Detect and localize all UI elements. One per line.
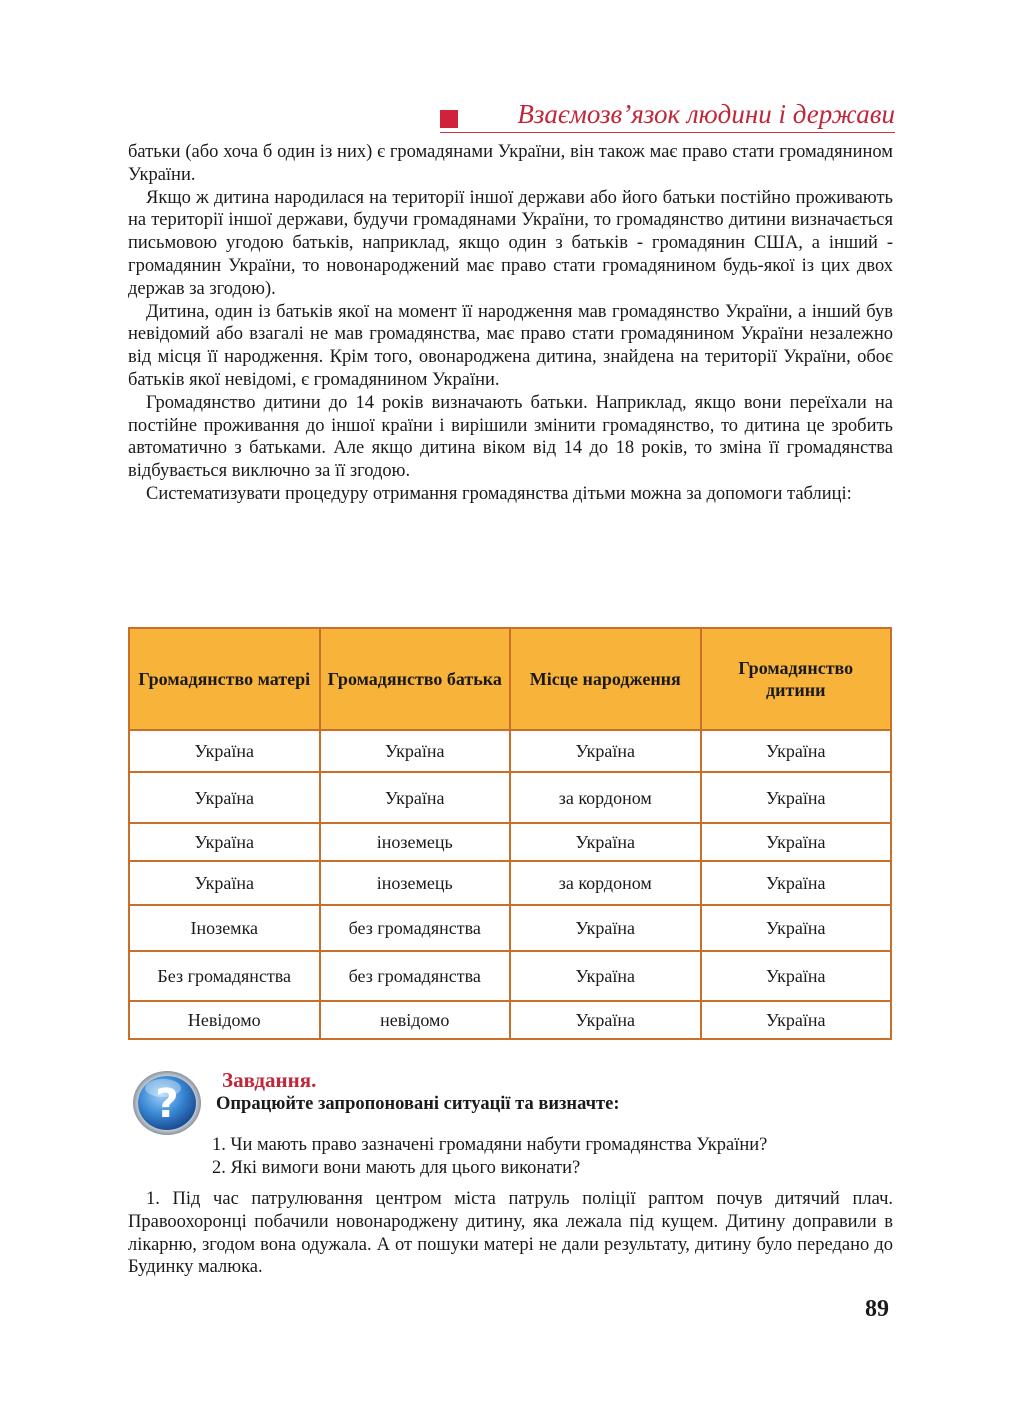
svg-text:?: ? — [155, 1081, 179, 1127]
table-cell: Україна — [320, 772, 511, 823]
situation-text — [128, 1188, 893, 1279]
table-cell: Україна — [510, 905, 701, 951]
table-cell: за кордоном — [510, 861, 701, 905]
table-cell: іноземець — [320, 823, 511, 861]
paragraph: Систематизувати процедуру отримання громадянства дітьми можна за допомоги таблиці: — [146, 483, 852, 504]
table-cell: іноземець — [320, 861, 511, 905]
table-cell: Україна — [129, 772, 320, 823]
table-cell: невідомо — [320, 1001, 511, 1039]
table-cell: без громадянства — [320, 905, 511, 951]
table-cell: Україна — [701, 951, 892, 1001]
table-cell: без громадянства — [320, 951, 511, 1001]
table-cell: Україна — [701, 772, 892, 823]
section-title: Взаємозв’язок людини і держави — [517, 99, 895, 129]
table-cell: Україна — [701, 861, 892, 905]
table-cell: Україна — [701, 823, 892, 861]
table-cell: Невідомо — [129, 1001, 320, 1039]
paragraph: 1. Під час патрулювання центром міста патруль поліції раптом почув дитячий плач. Правоохоронці побачили новонароджену дитину, яка лежала під кущем. Дитину доправили в лікарню, згодом вона одужала. А от пошуки матері не дали результату, дитину було передано до Будинку малюка. — [128, 1189, 893, 1278]
task-question-list — [212, 1134, 767, 1180]
task-subtitle: Опрацюйте запропоновані ситуації та визначте: — [216, 1094, 620, 1114]
table-cell: Україна — [510, 730, 701, 772]
table-cell: Україна — [129, 730, 320, 772]
table-cell: Без громадянства — [129, 951, 320, 1001]
header-square-icon — [440, 110, 458, 128]
table-cell: Україна — [129, 861, 320, 905]
table-cell: Україна — [320, 730, 511, 772]
list-item: 2. Які вимоги вони мають для цього виконати? — [212, 1158, 581, 1178]
table-cell: Україна — [701, 730, 892, 772]
table-header-cell: Громадянство батька — [320, 628, 511, 730]
table-cell: Україна — [510, 823, 701, 861]
paragraph: батьки (або хоча б один із них) є громадянами України, він також має право стати громадянином України. — [128, 142, 893, 185]
table-row — [129, 823, 891, 861]
table-cell: Україна — [701, 905, 892, 951]
table-row — [129, 772, 891, 823]
table-header-row — [129, 628, 891, 730]
paragraph: Якщо ж дитина народилася на території іншої держави або його батьки постійно проживають на території іншої держави, будучи громадянами України, то громадянство дитини визначається письмовою угодою батьків, наприклад, якщо один з батьків - громадянин США, а інший - громадянин України, то новонароджений має право стати громадянином будь-якої із цих двох держав за згодою). — [128, 187, 893, 299]
table-row — [129, 951, 891, 1001]
table-row — [129, 905, 891, 951]
paragraph: Громадянство дитини до 14 років визначають батьки. Наприклад, якщо вони переїхали на постійне проживання до іншої країни і вирішили змінити громадянство, то дитина це зробить автоматично з батьками. Але якщо дитина віком від 14 до 18 років, то зміна її громадянства відбувається виключно за її згодою. — [128, 392, 893, 482]
table-cell: Україна — [510, 951, 701, 1001]
table-cell: Україна — [510, 1001, 701, 1039]
table-cell: Україна — [701, 1001, 892, 1039]
table-cell: Україна — [129, 823, 320, 861]
question-mark-icon — [132, 1068, 202, 1138]
page-number: 89 — [865, 1296, 889, 1322]
table-header-cell: Громадянство матері — [129, 628, 320, 730]
section-header — [440, 98, 895, 133]
table-row — [129, 861, 891, 905]
table-cell: Іноземка — [129, 905, 320, 951]
main-text — [128, 141, 893, 506]
list-item: 1. Чи мають право зазначені громадяни набути громадянства України? — [212, 1135, 768, 1155]
citizenship-table — [128, 627, 892, 1040]
table-header-cell: Громадянство дитини — [701, 628, 892, 730]
table-row — [129, 730, 891, 772]
task-title: Завдання. — [222, 1068, 317, 1092]
table-header-cell: Місце народження — [510, 628, 701, 730]
table-cell: за кордоном — [510, 772, 701, 823]
paragraph: Дитина, один із батьків якої на момент її народження мав громадянство України, а інший був невідомий або взагалі не мав громадянства, має право стати громадянином України незалежно від місця її народження. Крім того, овонароджена дитина, знайдена на території України, обоє батьків якої невідомі, є громадянином України. — [128, 301, 893, 390]
table-row — [129, 1001, 891, 1039]
